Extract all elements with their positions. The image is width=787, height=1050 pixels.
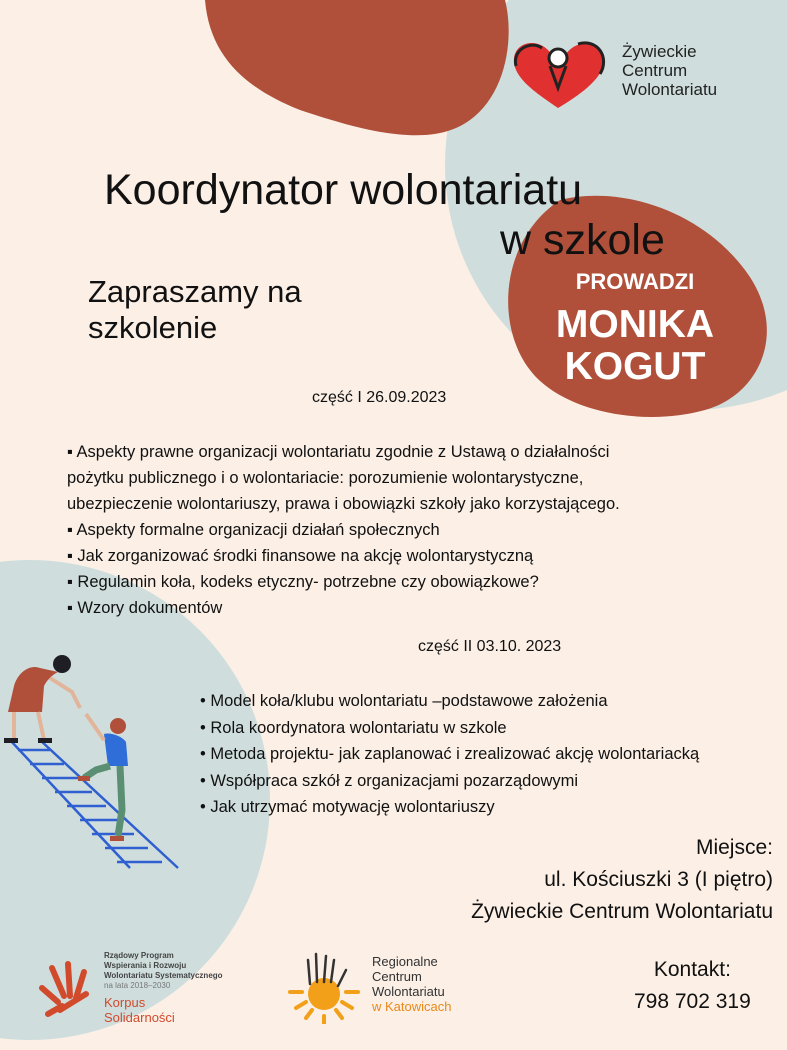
korpus-line: Wspierania i Rozwoju <box>104 961 187 970</box>
part2-list <box>200 688 699 821</box>
list-item: ▪ Aspekty prawne organizacji wolontariatu zgodnie z Ustawą o działalności <box>67 443 610 461</box>
invite-line: Zapraszamy na <box>88 274 302 309</box>
invite-text <box>88 274 302 346</box>
rcw-city: w Katowicach <box>372 999 452 1014</box>
logo-line: Wolontariatu <box>622 80 718 99</box>
list-item: ubezpieczenie wolontariuszy, prawa i obowiązki szkoły jako korzystającego. <box>67 495 620 513</box>
presenter <box>520 268 750 388</box>
rcw-line: Regionalne <box>372 954 438 969</box>
contact-phone: 798 702 319 <box>634 990 751 1013</box>
korpus-years: na lata 2018–2030 <box>104 981 171 990</box>
venue <box>471 832 773 928</box>
presenter-label: PROWADZI <box>575 269 695 294</box>
list-item: ▪ Aspekty formalne organizacji działań społecznych <box>67 521 440 539</box>
korpus-brand-line: Solidarności <box>104 1010 175 1025</box>
presenter-name-line: MONIKA <box>555 303 715 346</box>
list-item: • Jak utrzymać motywację wolontariuszy <box>200 798 495 816</box>
list-item: pożytku publicznego i o wolontariacie: porozumienie wolontarystyczne, <box>67 469 584 487</box>
logo-name <box>622 42 717 99</box>
list-item: • Metoda projektu- jak zaplanować i zrealizować akcję wolontariacką <box>200 745 700 763</box>
ladder-illustration <box>0 650 185 875</box>
part2-heading: część II 03.10. 2023 <box>418 638 562 655</box>
presenter-name <box>520 304 750 388</box>
page-title-line2: w szkole <box>500 216 665 264</box>
list-item: • Model koła/klubu wolontariatu –podstawowe założenia <box>200 692 608 710</box>
korpus-brand-line: Korpus <box>104 995 146 1010</box>
rcw-line: Centrum <box>372 969 422 984</box>
rcw-logo <box>372 954 451 1014</box>
korpus-line: Rządowy Program <box>104 951 174 960</box>
list-item: ▪ Regulamin koła, kodeks etyczny- potrzebne czy obowiązkowe? <box>67 573 539 591</box>
korpus-hand-icon <box>34 958 96 1022</box>
list-item: ▪ Jak zorganizować środki finansowe na akcję wolontarystyczną <box>67 547 534 565</box>
list-item: • Współpraca szkół z organizacjami pozarządowymi <box>200 771 579 790</box>
list-item: • Rola koordynatora wolontariatu w szkole <box>200 718 507 737</box>
part1-heading: część I 26.09.2023 <box>312 389 447 406</box>
contact-label: Kontakt: <box>653 958 731 981</box>
rcw-line: Wolontariatu <box>372 984 445 999</box>
korpus-line: Wolontariatu Systematycznego <box>104 971 223 980</box>
korpus-brand <box>104 995 223 1025</box>
contact <box>634 954 751 1018</box>
list-item: ▪ Wzory dokumentów <box>67 599 223 617</box>
venue-address: ul. Kościuszki 3 (I piętro) <box>544 868 773 891</box>
brown-blob-top <box>205 0 509 135</box>
presenter-name-line: KOGUT <box>564 345 706 388</box>
venue-organization: Żywieckie Centrum Wolontariatu <box>471 900 773 923</box>
rcw-sun-hand-icon <box>284 952 364 1024</box>
logo-line: Żywieckie <box>622 42 697 61</box>
heart-pin-icon <box>508 36 610 112</box>
logo-line: Centrum <box>622 61 688 80</box>
page-title-line1: Koordynator wolontariatu <box>104 166 583 214</box>
korpus-logo <box>104 951 223 1025</box>
venue-label: Miejsce: <box>695 836 773 859</box>
invite-line: szkolenie <box>88 310 218 345</box>
part1-list <box>67 439 620 621</box>
